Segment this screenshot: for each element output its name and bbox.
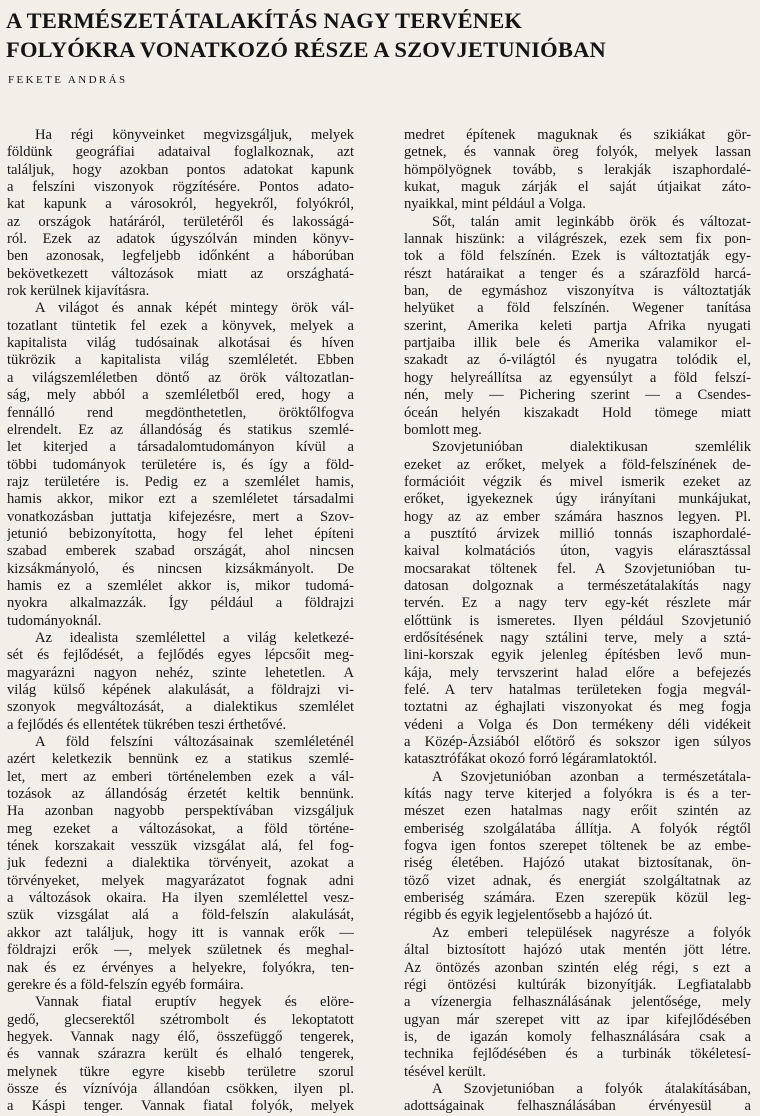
paragraph — [404, 925, 751, 1081]
text-line: tésével került. — [404, 1063, 486, 1080]
text-line: kukat, maguk zárják el saját útjaikat záto- — [404, 179, 751, 196]
text-line: a változások okaira. Ha ilyen szemlélettel vesz- — [7, 890, 354, 907]
text-line: részt határaikat a tenger és a szárazföld harcá- — [404, 265, 751, 282]
text-line: A Szovjetunióban azonban a természetátala- — [432, 768, 751, 785]
text-line: Vannak fiatal eruptív hegyek és elöre- — [35, 994, 354, 1011]
text-line: lini-korszak egyik jelenleg építésben levő mun- — [404, 647, 751, 664]
text-line: getnek, és vannak öreg folyók, melyek lassan — [404, 144, 751, 161]
text-line: szabad emberek szabad országát, ahol nincsen — [7, 543, 354, 560]
text-line: ben azonosak, legfeljebb időnként a háborúban — [7, 248, 354, 265]
text-line: A Szovjetunióban a folyók átalakításában, — [432, 1080, 751, 1097]
right-text-column — [404, 127, 751, 1116]
text-line: sét és fejlődését, a fejlődés egyes lépcsőit meg- — [7, 647, 354, 664]
paragraph — [7, 994, 354, 1115]
title-line-2: FOLYÓKRA VONATKOZÓ RÉSZE A SZOVJETUNIÓBAN — [6, 37, 606, 62]
title-line-1: A TERMÉSZETÁTALAKÍTÁS NAGY TERVÉNEK — [6, 8, 523, 33]
text-line: vonatkozásban juttatja kifejezésre, mert a Szov- — [7, 508, 354, 525]
text-line: hamis ez a szemlélet akkor is, mikor tudomá- — [7, 577, 354, 594]
text-line: a világszemléletben döntő az örök változatlan- — [7, 369, 354, 386]
paragraph — [7, 127, 354, 300]
text-line: Sőt, talán amit leginkább örök és változat- — [432, 213, 751, 230]
text-line: let, mert az emberi történelemben ezek a vál- — [7, 768, 354, 785]
text-line: szakadt az ó-világtól és nyugatra tolódik el, — [404, 352, 751, 369]
text-line: találjuk, hogy azokban pontos adatokat kapunk — [7, 161, 354, 178]
text-line: fogva igen fontos szerepet töltenek be az embe- — [404, 838, 751, 855]
paragraph — [7, 630, 354, 734]
text-line: toztatni az éghajlati viszonyokat és meg fogja — [404, 699, 751, 716]
text-line: nyokra alkalmazzák. Így például a földrajzi — [7, 595, 354, 612]
text-line: védeni a Volga és Don termékeny déli vidékeit — [404, 716, 751, 733]
text-line: szonyok megváltozását, a dialektikus szemlélet — [7, 699, 354, 716]
text-line: kítás nagy terve kiterjed a folyókra is és a ter- — [404, 786, 751, 803]
text-line: bomlott meg. — [404, 421, 482, 438]
text-line: formációit végzik és mivel ismerik ezeket az — [404, 473, 751, 490]
text-line: ság, mely abból a szemléletből ered, hogy a — [7, 387, 354, 404]
text-line: fennálló rend megdönthetetlen, öröktőlfogva — [7, 404, 354, 421]
text-line: tozatlant tüntetik fel ezek a könyvek, melyek a — [7, 317, 354, 334]
text-line: technika fejlődésében és a turbinák tökéletesí- — [404, 1046, 751, 1063]
text-line: hogy az az ember számára hasznos legyen. Pl. — [404, 508, 751, 525]
text-line: ezeket az erőket, melyek a föld-felszínének de- — [404, 456, 751, 473]
text-line: hömpölyögnek tovább, s lerakják iszaphordalé- — [404, 161, 751, 178]
text-line: a Káspi tenger. Vannak fiatal folyók, melyek — [7, 1098, 354, 1115]
text-line: kaival kolmatációs úton, vagyis elárasztással — [404, 543, 751, 560]
text-line: Az emberi települések nagyrésze a folyók — [432, 924, 751, 941]
text-line: magyarázni nagyon nehéz, szinte lehetetlen. A — [7, 664, 354, 681]
text-line: óceán helyén kiszakadt Hold tömege miatt — [404, 404, 751, 421]
text-line: földünk geográfiai adataival foglalkoznak, azt — [7, 144, 354, 161]
text-line: a Közép-Ázsiából előtörő és sokszor igen súlyos — [404, 734, 751, 751]
paragraph — [404, 127, 751, 214]
paragraph — [404, 214, 751, 439]
paragraph — [7, 300, 354, 630]
text-line: let kiterjed a társadalomtudományon kívül a — [7, 439, 354, 456]
text-line: előttünk is ismeretes. Ilyen például Szovjetunió — [404, 612, 751, 629]
text-line: lannak hiszünk: a világrészek, ezek sem fix pon- — [404, 231, 751, 248]
text-line: A világot és annak képét mintegy örök vál- — [35, 300, 354, 317]
text-line: melynek tükre egyre kisebb területre szorul — [7, 1063, 354, 1080]
text-line: jetunió bebizonyította, hogy fel lehet építeni — [7, 525, 354, 542]
paragraph — [404, 769, 751, 925]
text-line: kája, mely tervszerint halad előre a befejezés — [404, 664, 751, 681]
text-line: partjaiba illik bele és Amerika valamikor el- — [404, 335, 751, 352]
text-line: többi tudományok területére is, és így a föld- — [7, 456, 354, 473]
text-line: hegyek. Vannak nagy élő, összefüggő tengerek, — [7, 1028, 354, 1045]
text-line: és vannak szárazra került és elhaló tengerek, — [7, 1046, 354, 1063]
text-line: a vízenergia felhasználásának jelentősége, mely — [404, 994, 751, 1011]
text-line: tervén. Ez a nagy terv egy-két részlete már — [404, 595, 751, 612]
text-line: hogy helyreállítsa az egyensúlyt a föld felszí- — [404, 369, 751, 386]
text-line: össze és víznívója állandóan csökken, ilyen pl. — [7, 1080, 354, 1097]
text-line: a felszíni viszonyok rögzítésére. Pontos adato- — [7, 179, 354, 196]
paragraph — [404, 439, 751, 769]
text-line: törvényeket, melyek magyarázatot fognak adni — [7, 872, 354, 889]
left-text-column — [7, 127, 354, 1116]
text-line: nyaikkal, mint például a Volga. — [404, 196, 586, 213]
text-line: a pusztító árvizek millió tonnás iszaphordalé- — [404, 525, 751, 542]
text-line: elrendelt. Ez az állandóság és statikus szemlé- — [7, 421, 354, 438]
article-title — [6, 6, 756, 64]
text-line: régi öntözési kultúrák bizonyítják. Legfiatalabb — [404, 976, 751, 993]
text-line: kat kapunk a városokról, hegyekről, folyókról, — [7, 196, 354, 213]
text-line: meg ezeket a változásokat, a föld történe- — [7, 820, 354, 837]
text-line: akkor azt találjuk, hogy itt is vannak erők — — [7, 924, 354, 941]
text-line: katasztrófákat okozó forró légáramlatoktól. — [404, 751, 657, 768]
text-line: erdősítésének nagy sztálini terve, mely a sztá- — [404, 629, 751, 646]
text-line: nak és ez érvényes a helyekre, folyókra, ten- — [7, 959, 354, 976]
text-line: rajz területére is. Pedig ez a szemlélet hamis, — [7, 473, 354, 490]
text-line: medret építenek maguknak és szikiákat gör- — [404, 127, 751, 143]
text-line: által biztosított hajózó utak mentén jött létre. — [404, 942, 751, 959]
text-line: régibb és egyik legjelentősebb a hajózó út. — [404, 907, 653, 924]
text-line: tozások az állandóság érzetét keltik bennünk. — [7, 786, 354, 803]
text-line: is, de igazán komoly felhasználására csak a — [404, 1028, 751, 1045]
text-line: ban, de egymáshoz viszonyítva is változtatják — [404, 283, 751, 300]
text-line: datosan dolgoznak a természetátalakítás nagy — [404, 577, 751, 594]
paragraph — [404, 1081, 751, 1116]
text-line: kapitalista világ tudósainak alkotásai és híven — [7, 335, 354, 352]
text-line: juk fedezni a dialektika törvényeit, azokat a — [7, 855, 354, 872]
text-line: emberiség számára. Ezen szerepük közül leg- — [404, 890, 751, 907]
text-line: tudományoknál. — [7, 612, 102, 629]
text-line: mészet ezen hatalmas nagy erőit szintén az — [404, 803, 751, 820]
text-line: ról. Ezek az adatok úgyszólván minden könyv- — [7, 231, 354, 248]
text-line: Ha azonban nagyobb perspektívában vizsgáljuk — [7, 803, 354, 820]
text-line: ugyan már szerepet vitt az ipar kifejlődésében — [404, 1011, 751, 1028]
text-line: tükrözik a kapitalista világ szemléletét. Ebben — [7, 352, 354, 369]
author-byline: FEKETE ANDRÁS — [8, 74, 128, 86]
text-line: tok a föld felszínén. Ezek is változtatják egy- — [404, 248, 751, 265]
text-line: kizsákmányoló, és nincsen kizsákmányolt. De — [7, 560, 354, 577]
text-line: Szovjetunióban dialektikusan szemlélik — [432, 439, 751, 456]
text-line: A föld felszíni változásainak szemléleténél — [35, 734, 354, 751]
text-line: Az idealista szemlélettel a világ keletkezé- — [35, 629, 354, 646]
text-line: gerekre és a föld-felszín egyéb formáira. — [7, 976, 244, 993]
text-line: az országok határáról, területéről és lakosságá- — [7, 213, 354, 230]
text-line: riség életében. Hajózó utakat biztosítanak, ön- — [404, 855, 751, 872]
text-line: nén, mely — Pichering szerint — a Csendes- — [404, 387, 751, 404]
text-line: azért keletkezik bennünk ez a statikus szemlé- — [7, 751, 354, 768]
paragraph — [7, 734, 354, 994]
text-line: szerint, Amerika keleti partja Afrika nyugati — [404, 317, 751, 334]
text-line: bekövetkezett változások miatt az országhatá- — [7, 265, 354, 282]
text-line: mocsarakat töltenek fel. A Szovjetunióban tu- — [404, 560, 751, 577]
text-line: hamis akkor, mikor ezt a szemléletet társadalmi — [7, 491, 354, 508]
text-line: világ külső képének alakulását, a földrajzi vi- — [7, 682, 354, 698]
text-line: szük vizsgálat alá a föld-felszín alakulását, — [7, 907, 354, 924]
text-line: rok kerülnek kijavításra. — [7, 283, 150, 300]
text-line: felé. A terv hatalmas területeken fogja megvál- — [404, 682, 751, 698]
text-line: emberiség szolgálatába állítja. A folyók régtől — [404, 820, 751, 837]
text-line: Az öntözés azonban szintén elég régi, s ezt a — [404, 959, 751, 976]
text-line: tének korszakait vesszük vizsgálat alá, fel fog- — [7, 838, 354, 855]
text-line: földrajzi erők —, melyek születnek és meghal- — [7, 942, 354, 959]
text-line: Ha régi könyveinket megvizsgáljuk, melyek — [35, 127, 354, 143]
text-line: erőket, igyekeznek úgy irányítani munkájukat, — [404, 491, 751, 508]
text-line: helyüket a föld felszínén. Wegener tanítása — [404, 300, 751, 317]
text-line: a fejlődés és ellentétek tükrében teszi érthetővé. — [7, 716, 287, 733]
text-line: gedő, glecserektől szétrombolt és lekoptatott — [7, 1011, 354, 1028]
text-line: adottságainak felhasználásában érvényesül a — [404, 1098, 751, 1115]
text-line: töző vizet adnak, és energiát szolgáltatnak az — [404, 872, 751, 889]
